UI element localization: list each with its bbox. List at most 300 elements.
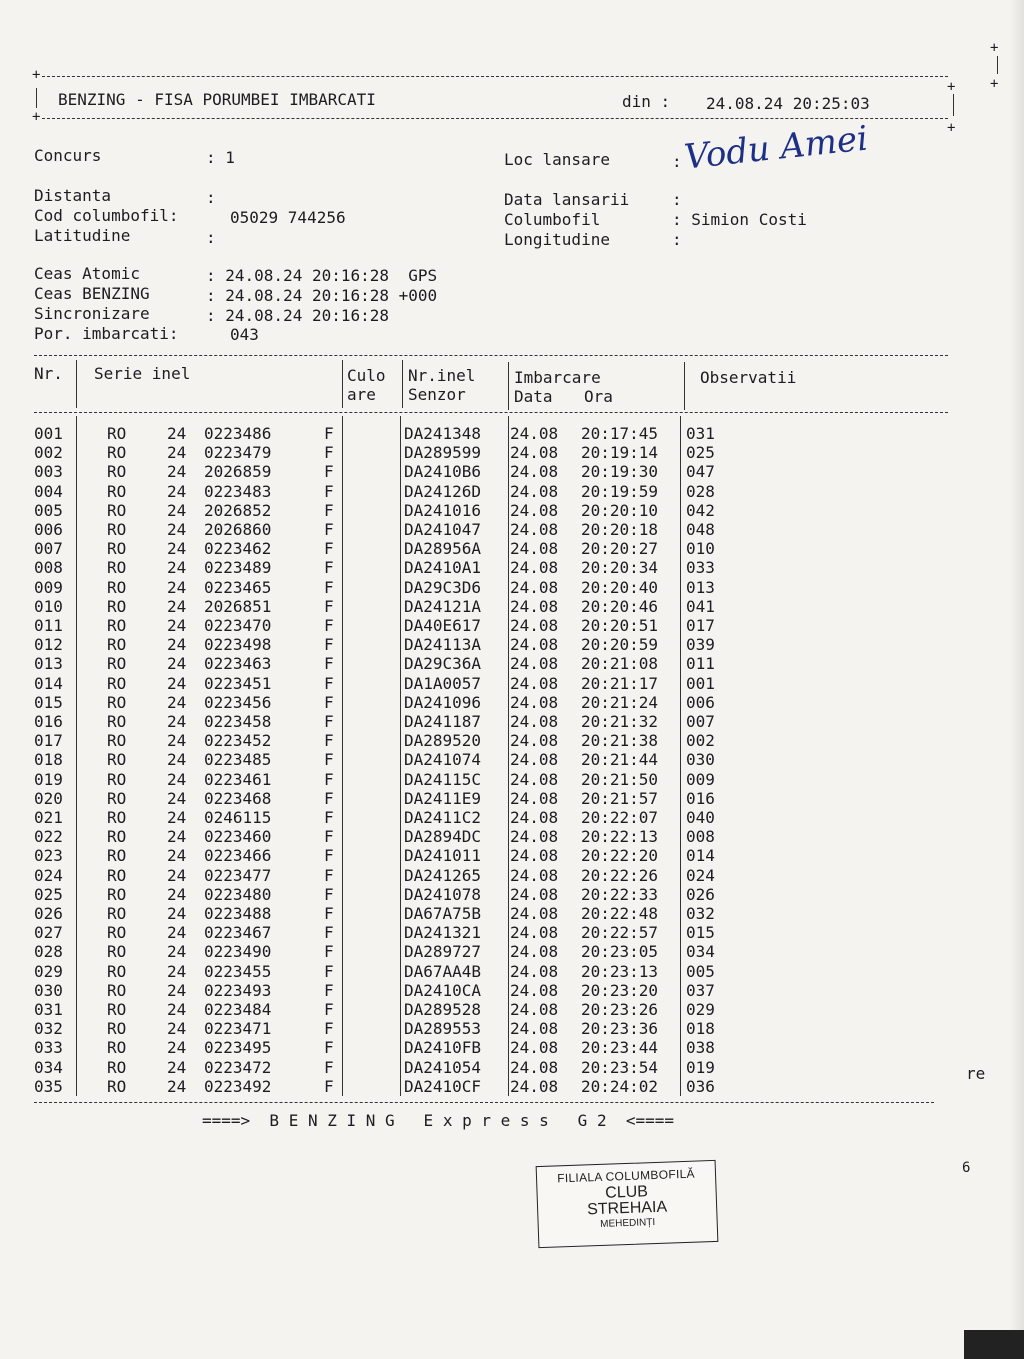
cell-nr: 013 [34, 654, 63, 674]
cell-ring-number: 0223480 [204, 884, 272, 904]
cell-nr: 003 [34, 462, 63, 482]
cell-year: 24 [167, 884, 187, 904]
cell-sensor: DA241054 [404, 1057, 482, 1077]
margin-mark: + [990, 76, 999, 92]
cell-sensor: DA1A0057 [404, 673, 482, 693]
cell-sensor: DA289553 [404, 1019, 482, 1039]
col-sep-header [342, 360, 343, 408]
cell-time: 20:22:26 [581, 865, 659, 885]
cell-ring-number: 0223468 [204, 788, 272, 808]
cell-time: 20:21:17 [581, 673, 659, 693]
cell-sensor: DA40E617 [404, 616, 482, 635]
header-right-border [953, 94, 954, 116]
cell-country: RO [107, 654, 127, 674]
loc-lansare-handwritten: Vodu Amei [682, 118, 870, 178]
cod-columbofil-label: Cod columbofil: [34, 206, 179, 225]
cell-year: 24 [167, 539, 187, 559]
cell-nr: 021 [34, 808, 63, 827]
col-sep-header [684, 362, 685, 410]
cell-observatii: 008 [686, 827, 715, 847]
cell-nr: 028 [34, 942, 63, 962]
cell-ring-number: 0223489 [204, 558, 272, 578]
cell-sex: F [324, 462, 334, 482]
cell-sex: F [324, 616, 334, 635]
concurs-value: : 1 [206, 148, 235, 167]
sincronizare-label: Sincronizare [34, 304, 150, 323]
col-header-culoare-1: Culo [347, 366, 386, 385]
cell-sex: F [324, 692, 334, 712]
cell-time: 20:20:10 [581, 500, 659, 520]
header-bottom-rule [42, 118, 948, 119]
table-header-top-rule [34, 355, 948, 356]
cell-sensor: DA2410A1 [404, 558, 482, 578]
cell-observatii: 037 [686, 980, 715, 1000]
cell-sensor: DA241011 [404, 846, 482, 866]
col-sep-body [76, 416, 77, 1096]
cell-sensor: DA24115C [404, 769, 482, 789]
cell-time: 20:22:48 [581, 904, 659, 923]
sincronizare-value: : 24.08.24 20:16:28 [206, 306, 390, 325]
cell-year: 24 [167, 808, 187, 827]
cell-observatii: 007 [686, 712, 715, 731]
cell-sensor: DA241016 [404, 500, 482, 520]
cell-date: 24.08 [510, 961, 559, 981]
cell-observatii: 047 [686, 462, 715, 482]
cell-year: 24 [167, 462, 187, 482]
table-header-bottom-rule [34, 412, 948, 413]
cell-country: RO [107, 961, 127, 981]
cell-ring-number: 0223467 [204, 923, 272, 943]
cell-time: 20:21:08 [581, 654, 659, 674]
cell-nr: 010 [34, 596, 63, 616]
col-sep-header [76, 360, 77, 408]
columbofil-value: : Simion Costi [672, 210, 807, 229]
cell-sex: F [324, 827, 334, 847]
cell-country: RO [107, 865, 127, 885]
cell-date: 24.08 [510, 577, 559, 597]
cell-date: 24.08 [510, 980, 559, 1000]
cell-sensor: DA2411C2 [404, 808, 482, 827]
stamp-line-2: CLUB [604, 1182, 649, 1202]
cell-observatii: 025 [686, 443, 715, 463]
cell-year: 24 [167, 980, 187, 1000]
cell-time: 20:21:57 [581, 788, 659, 808]
cell-time: 20:23:05 [581, 942, 659, 962]
cell-date: 24.08 [510, 558, 559, 578]
cell-country: RO [107, 1038, 127, 1058]
cell-sex: F [324, 1038, 334, 1058]
cell-time: 20:21:44 [581, 750, 659, 770]
cell-nr: 005 [34, 500, 63, 520]
cell-time: 20:21:32 [581, 712, 659, 731]
cell-country: RO [107, 942, 127, 962]
cell-sex: F [324, 443, 334, 463]
cell-sex: F [324, 808, 334, 827]
scan-corner-artifact [964, 1330, 1024, 1359]
cell-year: 24 [167, 635, 187, 655]
col-sep-body [680, 416, 681, 1096]
cell-country: RO [107, 500, 127, 520]
cell-sensor: DA241187 [404, 712, 482, 731]
cell-observatii: 036 [686, 1076, 715, 1096]
cell-observatii: 042 [686, 500, 715, 520]
cell-observatii: 041 [686, 596, 715, 616]
cell-country: RO [107, 424, 127, 443]
cell-ring-number: 0223463 [204, 654, 272, 674]
cell-observatii: 034 [686, 942, 715, 962]
cell-observatii: 019 [686, 1057, 715, 1077]
col-header-observatii: Observatii [700, 368, 797, 387]
cell-nr: 018 [34, 750, 63, 770]
cell-observatii: 029 [686, 1000, 715, 1019]
cell-sex: F [324, 769, 334, 789]
cell-sex: F [324, 923, 334, 943]
cell-year: 24 [167, 904, 187, 923]
cell-nr: 001 [34, 424, 63, 443]
cell-country: RO [107, 1076, 127, 1096]
cell-nr: 026 [34, 904, 63, 923]
cell-date: 24.08 [510, 692, 559, 712]
cell-sensor: DA2411E9 [404, 788, 482, 808]
cell-time: 20:23:54 [581, 1057, 659, 1077]
cod-columbofil-value: 05029 744256 [230, 208, 346, 227]
col-header-imbarcare: Imbarcare [514, 368, 601, 387]
cell-nr: 024 [34, 865, 63, 885]
cell-country: RO [107, 712, 127, 731]
cell-ring-number: 0223461 [204, 769, 272, 789]
cell-date: 24.08 [510, 942, 559, 962]
cell-nr: 017 [34, 731, 63, 751]
cell-time: 20:23:13 [581, 961, 659, 981]
cell-date: 24.08 [510, 539, 559, 559]
cell-sex: F [324, 884, 334, 904]
cell-country: RO [107, 616, 127, 635]
col-header-serie: Serie inel [94, 364, 191, 383]
cell-sex: F [324, 558, 334, 578]
cell-nr: 004 [34, 481, 63, 501]
cell-observatii: 011 [686, 654, 715, 674]
cell-year: 24 [167, 616, 187, 635]
cell-sensor: DA28956A [404, 539, 482, 559]
cell-observatii: 031 [686, 424, 715, 443]
cell-time: 20:23:20 [581, 980, 659, 1000]
cell-year: 24 [167, 712, 187, 731]
cell-sensor: DA67A75B [404, 904, 482, 923]
cell-nr: 035 [34, 1076, 63, 1096]
cell-nr: 031 [34, 1000, 63, 1019]
latitudine-label: Latitudine [34, 226, 131, 245]
header-datetime: 24.08.24 20:25:03 [706, 94, 870, 113]
cell-nr: 022 [34, 827, 63, 847]
cell-year: 24 [167, 558, 187, 578]
cell-sex: F [324, 846, 334, 866]
cell-sex: F [324, 1057, 334, 1077]
page-edge-shadow [1010, 0, 1024, 1359]
cell-year: 24 [167, 692, 187, 712]
cell-observatii: 033 [686, 558, 715, 578]
cell-year: 24 [167, 596, 187, 616]
cell-ring-number: 2026852 [204, 500, 272, 520]
cell-country: RO [107, 827, 127, 847]
cell-date: 24.08 [510, 424, 559, 443]
cell-date: 24.08 [510, 481, 559, 501]
longitudine-colon: : [672, 230, 682, 249]
cell-sensor: DA289727 [404, 942, 482, 962]
cell-country: RO [107, 692, 127, 712]
cell-date: 24.08 [510, 846, 559, 866]
cell-nr: 027 [34, 923, 63, 943]
data-lansarii-colon: : [672, 190, 682, 209]
cell-ring-number: 0223470 [204, 616, 272, 635]
cell-ring-number: 0223460 [204, 827, 272, 847]
cell-year: 24 [167, 942, 187, 962]
cell-date: 24.08 [510, 731, 559, 751]
cell-nr: 033 [34, 1038, 63, 1058]
cell-year: 24 [167, 750, 187, 770]
cell-observatii: 048 [686, 520, 715, 539]
cell-nr: 008 [34, 558, 63, 578]
ceas-atomic-label: Ceas Atomic [34, 264, 140, 283]
cell-sensor: DA2410CF [404, 1076, 482, 1096]
club-stamp [536, 1160, 719, 1248]
col-sep-body [342, 416, 343, 1096]
col-sep-header [402, 360, 403, 408]
stamp-line-1: FILIALA COLUMBOFILĂ [556, 1166, 696, 1186]
cell-ring-number: 0223479 [204, 443, 272, 463]
cell-ring-number: 0246115 [204, 808, 272, 827]
cell-sensor: DA241078 [404, 884, 482, 904]
cell-country: RO [107, 539, 127, 559]
data-lansarii-label: Data lansarii [504, 190, 630, 209]
cell-ring-number: 0223462 [204, 539, 272, 559]
cell-sex: F [324, 788, 334, 808]
cell-observatii: 001 [686, 673, 715, 693]
cell-ring-number: 0223465 [204, 577, 272, 597]
cell-date: 24.08 [510, 769, 559, 789]
cell-nr: 009 [34, 577, 63, 597]
box-corner: + [947, 120, 956, 136]
cell-country: RO [107, 750, 127, 770]
cell-country: RO [107, 577, 127, 597]
loc-lansare-colon: : [672, 152, 682, 171]
cell-sensor: DA241348 [404, 424, 482, 443]
box-corner: + [32, 67, 41, 83]
cell-nr: 034 [34, 1057, 63, 1077]
cell-sensor: DA2410FB [404, 1038, 482, 1058]
cell-ring-number: 0223488 [204, 904, 272, 923]
cell-ring-number: 0223492 [204, 1076, 272, 1096]
cell-observatii: 010 [686, 539, 715, 559]
cell-year: 24 [167, 520, 187, 539]
cell-nr: 012 [34, 635, 63, 655]
cell-observatii: 038 [686, 1038, 715, 1058]
cell-ring-number: 0223484 [204, 1000, 272, 1019]
cell-ring-number: 0223456 [204, 692, 272, 712]
cell-sex: F [324, 904, 334, 923]
cell-ring-number: 0223495 [204, 1038, 272, 1058]
footer-brand: ====> B E N Z I N G E x p r e s s G 2 <==== [202, 1111, 675, 1130]
cell-date: 24.08 [510, 884, 559, 904]
cell-observatii: 009 [686, 769, 715, 789]
cell-date: 24.08 [510, 616, 559, 635]
cell-country: RO [107, 731, 127, 751]
cell-year: 24 [167, 673, 187, 693]
cell-time: 20:20:27 [581, 539, 659, 559]
cell-ring-number: 0223466 [204, 846, 272, 866]
loc-lansare-label: Loc lansare [504, 150, 610, 169]
cell-nr: 011 [34, 616, 63, 635]
cell-ring-number: 2026860 [204, 520, 272, 539]
cell-ring-number: 0223458 [204, 712, 272, 731]
cell-year: 24 [167, 654, 187, 674]
cell-country: RO [107, 635, 127, 655]
columbofil-label: Columbofil [504, 210, 601, 229]
cell-observatii: 026 [686, 884, 715, 904]
table-bottom-rule [34, 1102, 934, 1103]
cell-ring-number: 2026851 [204, 596, 272, 616]
cell-country: RO [107, 1019, 127, 1039]
cell-date: 24.08 [510, 712, 559, 731]
cell-sex: F [324, 500, 334, 520]
stamp-line-3: STREHAIA [586, 1198, 668, 1219]
cell-sex: F [324, 961, 334, 981]
cell-nr: 023 [34, 846, 63, 866]
cell-ring-number: 0223483 [204, 481, 272, 501]
cell-year: 24 [167, 961, 187, 981]
cell-time: 20:20:46 [581, 596, 659, 616]
cell-sex: F [324, 424, 334, 443]
cell-ring-number: 0223471 [204, 1019, 272, 1039]
cell-country: RO [107, 884, 127, 904]
cell-sensor: DA289528 [404, 1000, 482, 1019]
cell-sensor: DA24126D [404, 481, 482, 501]
cell-nr: 016 [34, 712, 63, 731]
cell-ring-number: 2026859 [204, 462, 272, 482]
cell-year: 24 [167, 865, 187, 885]
cell-observatii: 013 [686, 577, 715, 597]
cell-year: 24 [167, 827, 187, 847]
col-header-nrinel-2: Senzor [408, 385, 466, 404]
distanta-label: Distanta [34, 186, 112, 205]
cell-date: 24.08 [510, 827, 559, 847]
cell-date: 24.08 [510, 904, 559, 923]
cell-time: 20:20:59 [581, 635, 659, 655]
cell-ring-number: 0223477 [204, 865, 272, 885]
cell-sensor: DA2894DC [404, 827, 482, 847]
cell-nr: 007 [34, 539, 63, 559]
cell-year: 24 [167, 769, 187, 789]
cell-sex: F [324, 980, 334, 1000]
cell-time: 20:23:44 [581, 1038, 659, 1058]
cell-sex: F [324, 942, 334, 962]
cell-time: 20:23:36 [581, 1019, 659, 1039]
cell-observatii: 018 [686, 1019, 715, 1039]
cell-year: 24 [167, 577, 187, 597]
cell-country: RO [107, 980, 127, 1000]
cell-date: 24.08 [510, 596, 559, 616]
margin-fragment-six: 6 [962, 1160, 971, 1176]
cell-date: 24.08 [510, 1076, 559, 1096]
cell-year: 24 [167, 1057, 187, 1077]
box-corner: + [947, 79, 956, 95]
por-imbarcati-value: 043 [230, 325, 259, 344]
cell-date: 24.08 [510, 462, 559, 482]
cell-date: 24.08 [510, 654, 559, 674]
cell-sensor: DA289520 [404, 731, 482, 751]
cell-country: RO [107, 443, 127, 463]
cell-time: 20:19:14 [581, 443, 659, 463]
cell-date: 24.08 [510, 443, 559, 463]
cell-sensor: DA241265 [404, 865, 482, 885]
cell-ring-number: 0223452 [204, 731, 272, 751]
cell-observatii: 040 [686, 808, 715, 827]
cell-sensor: DA241321 [404, 923, 482, 943]
cell-country: RO [107, 923, 127, 943]
cell-date: 24.08 [510, 923, 559, 943]
cell-sensor: DA24121A [404, 596, 482, 616]
col-header-culoare-2: are [347, 385, 376, 404]
cell-sex: F [324, 865, 334, 885]
cell-nr: 032 [34, 1019, 63, 1039]
margin-mark [997, 56, 998, 74]
cell-sex: F [324, 1076, 334, 1096]
col-sep-body [400, 416, 401, 1096]
cell-time: 20:21:50 [581, 769, 659, 789]
cell-sex: F [324, 1000, 334, 1019]
cell-sex: F [324, 577, 334, 597]
cell-country: RO [107, 481, 127, 501]
cell-nr: 006 [34, 520, 63, 539]
cell-sensor: DA29C3D6 [404, 577, 482, 597]
cell-date: 24.08 [510, 788, 559, 808]
cell-country: RO [107, 904, 127, 923]
concurs-label: Concurs [34, 146, 102, 165]
margin-fragment-re: re [966, 1064, 986, 1083]
cell-country: RO [107, 673, 127, 693]
cell-year: 24 [167, 500, 187, 520]
cell-observatii: 015 [686, 923, 715, 943]
cell-year: 24 [167, 731, 187, 751]
cell-country: RO [107, 788, 127, 808]
cell-country: RO [107, 1000, 127, 1019]
cell-observatii: 017 [686, 616, 715, 635]
cell-ring-number: 0223486 [204, 424, 272, 443]
cell-ring-number: 0223493 [204, 980, 272, 1000]
cell-year: 24 [167, 424, 187, 443]
cell-year: 24 [167, 846, 187, 866]
cell-sex: F [324, 1019, 334, 1039]
cell-year: 24 [167, 1038, 187, 1058]
cell-time: 20:23:26 [581, 1000, 659, 1019]
cell-sensor: DA241047 [404, 520, 482, 539]
cell-date: 24.08 [510, 520, 559, 539]
header-din-label: din : [622, 92, 671, 111]
cell-year: 24 [167, 443, 187, 463]
cell-sensor: DA2410CA [404, 980, 482, 1000]
cell-country: RO [107, 1057, 127, 1077]
cell-date: 24.08 [510, 1038, 559, 1058]
cell-observatii: 032 [686, 904, 715, 923]
header-top-rule [42, 76, 948, 77]
cell-time: 20:22:07 [581, 808, 659, 827]
cell-nr: 019 [34, 769, 63, 789]
cell-time: 20:24:02 [581, 1076, 659, 1096]
cell-ring-number: 0223455 [204, 961, 272, 981]
cell-observatii: 002 [686, 731, 715, 751]
cell-date: 24.08 [510, 1000, 559, 1019]
document-title: BENZING - FISA PORUMBEI IMBARCATI [58, 90, 376, 109]
cell-observatii: 016 [686, 788, 715, 808]
